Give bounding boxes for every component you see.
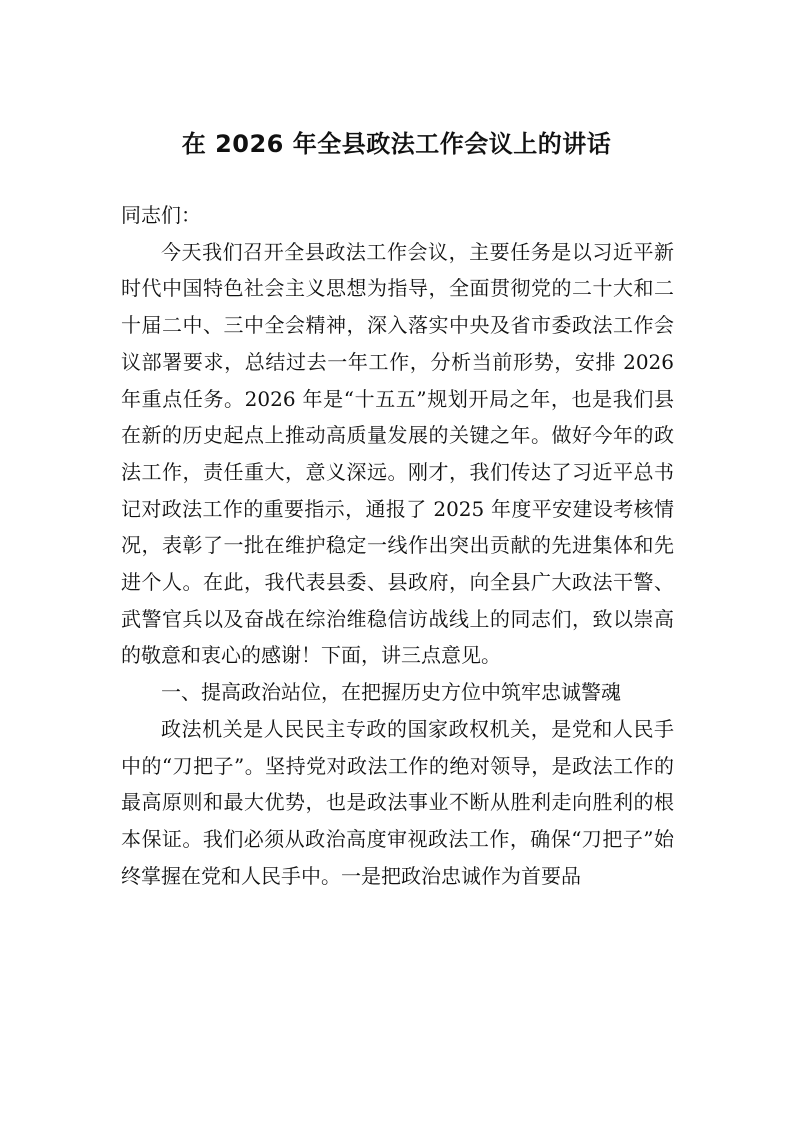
document-title: 在 2026 年全县政法工作会议上的讲话 [181,130,612,158]
salutation: 同志们： [121,203,201,227]
document-body [121,197,674,894]
paragraph-section-one: 政法机关是人民民主专政的国家政权机关，是党和人民手中的“刀把子”。坚持党对政法工作的绝对领导，是政法工作的最高原则和最大优势，也是政法事业不断从胜利走向胜利的根本保证。我们必须从政治高度审视政法工作，确保“刀把子”始终掌握在党和人民手中。一是把政治忠诚作为首要品 [121,716,674,888]
section-heading-one: 一、提高政治站位，在把握历史方位中筑牢忠诚警魂 [161,680,621,705]
paragraph-opening: 今天我们召开全县政法工作会议，主要任务是以习近平新时代中国特色社会主义思想为指导，全面贯彻党的二十大和二十届二中、三中全会精神，深入落实中央及省市委政法工作会议部署要求，总结过去一年工作，分析当前形势，安排 2026 年重点任务。2026 年是“十五五”规划开局之年，也是我们县在新的历史起点上推动高质量发展的关键之年。做好今年的政法工作，责任重大，意义深远。刚才，我们传达了习近平总书记对政法工作的重要指示，通报了 2025 年度平安建设考核情况，表彰了一批在维护稳定一线作出突出贡献的先进集体和先进个人。在此，我代表县委、县政府，向全县广大政法干警、武警官兵以及奋战在综治维稳信访战线上的同志们，致以崇高的敬意和衷心的感谢！下面，讲三点意见。 [121,239,674,668]
